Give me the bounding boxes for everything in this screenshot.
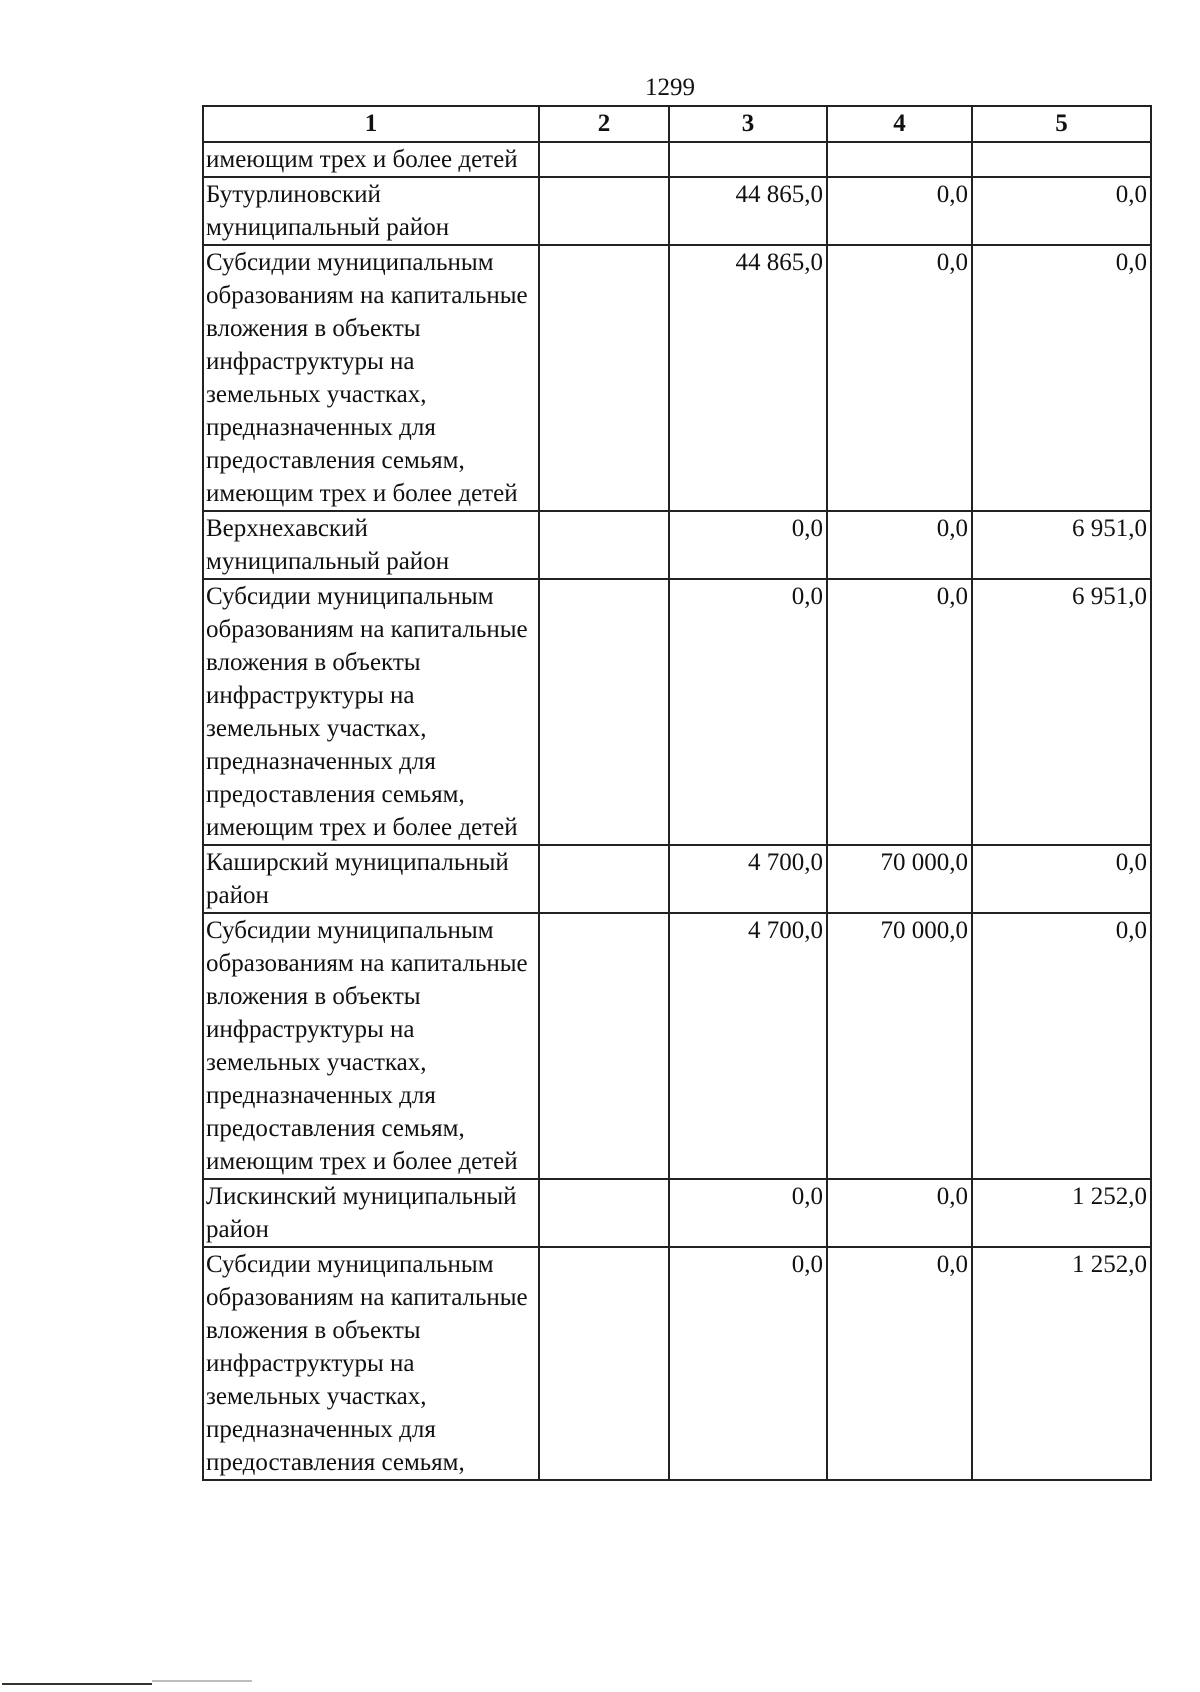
row-col-3: 4 700,0 (669, 913, 827, 1179)
row-col-4: 70 000,0 (827, 845, 972, 913)
row-col-5 (972, 142, 1151, 177)
table-row (203, 1247, 1151, 1480)
row-col-5: 0,0 (972, 913, 1151, 1179)
row-col-3: 44 865,0 (669, 177, 827, 245)
header-col-1: 1 (203, 106, 539, 142)
row-col-3: 44 865,0 (669, 245, 827, 511)
table-row (203, 845, 1151, 913)
row-name: Бутурлиновский муниципальный район (203, 177, 539, 245)
table-body (203, 142, 1151, 1480)
row-col-3 (669, 142, 827, 177)
row-col-4: 0,0 (827, 245, 972, 511)
table-row (203, 1179, 1151, 1247)
row-name: Субсидии муниципальным образованиям на капитальные вложения в объекты инфраструктуры на земельных участках, предназначенных для предоставления семьям, имеющим трех и более детей (203, 913, 539, 1179)
row-col-3: 0,0 (669, 1179, 827, 1247)
row-col-2 (539, 1247, 669, 1480)
row-col-5: 0,0 (972, 177, 1151, 245)
row-name: Субсидии муниципальным образованиям на капитальные вложения в объекты инфраструктуры на земельных участках, предназначенных для предоставления семьям, (203, 1247, 539, 1480)
row-col-2 (539, 177, 669, 245)
header-col-3: 3 (669, 106, 827, 142)
row-col-5: 0,0 (972, 845, 1151, 913)
row-name: Субсидии муниципальным образованиям на капитальные вложения в объекты инфраструктуры на земельных участках, предназначенных для предоставления семьям, имеющим трех и более детей (203, 579, 539, 845)
row-col-4: 70 000,0 (827, 913, 972, 1179)
row-col-4: 0,0 (827, 1247, 972, 1480)
row-col-2 (539, 579, 669, 845)
header-col-2: 2 (539, 106, 669, 142)
table-row (203, 142, 1151, 177)
row-col-5: 1 252,0 (972, 1247, 1151, 1480)
table-header (203, 106, 1151, 142)
budget-table (202, 105, 1152, 1481)
table-row (203, 177, 1151, 245)
row-col-3: 4 700,0 (669, 845, 827, 913)
page-number: 1299 (645, 74, 695, 101)
row-name: Верхнехавский муниципальный район (203, 511, 539, 579)
row-name: имеющим трех и более детей (203, 142, 539, 177)
row-col-4: 0,0 (827, 579, 972, 845)
row-col-2 (539, 245, 669, 511)
row-name: Каширский муниципальный район (203, 845, 539, 913)
row-col-4: 0,0 (827, 177, 972, 245)
row-name: Субсидии муниципальным образованиям на капитальные вложения в объекты инфраструктуры на земельных участках, предназначенных для предоставления семьям, имеющим трех и более детей (203, 245, 539, 511)
row-col-2 (539, 845, 669, 913)
row-col-2 (539, 913, 669, 1179)
row-name: Лискинский муниципальный район (203, 1179, 539, 1247)
table-row (203, 511, 1151, 579)
row-col-5: 6 951,0 (972, 511, 1151, 579)
table-row (203, 913, 1151, 1179)
footer-rule-faint (152, 1680, 252, 1682)
row-col-2 (539, 142, 669, 177)
header-col-5: 5 (972, 106, 1151, 142)
row-col-2 (539, 1179, 669, 1247)
row-col-2 (539, 511, 669, 579)
row-col-4: 0,0 (827, 1179, 972, 1247)
table-row (203, 245, 1151, 511)
row-col-5: 6 951,0 (972, 579, 1151, 845)
row-col-3: 0,0 (669, 579, 827, 845)
row-col-4: 0,0 (827, 511, 972, 579)
row-col-3: 0,0 (669, 511, 827, 579)
header-col-4: 4 (827, 106, 972, 142)
row-col-3: 0,0 (669, 1247, 827, 1480)
row-col-5: 1 252,0 (972, 1179, 1151, 1247)
table-row (203, 579, 1151, 845)
row-col-5: 0,0 (972, 245, 1151, 511)
row-col-4 (827, 142, 972, 177)
header-row (203, 106, 1151, 142)
footer-rule (2, 1683, 152, 1685)
